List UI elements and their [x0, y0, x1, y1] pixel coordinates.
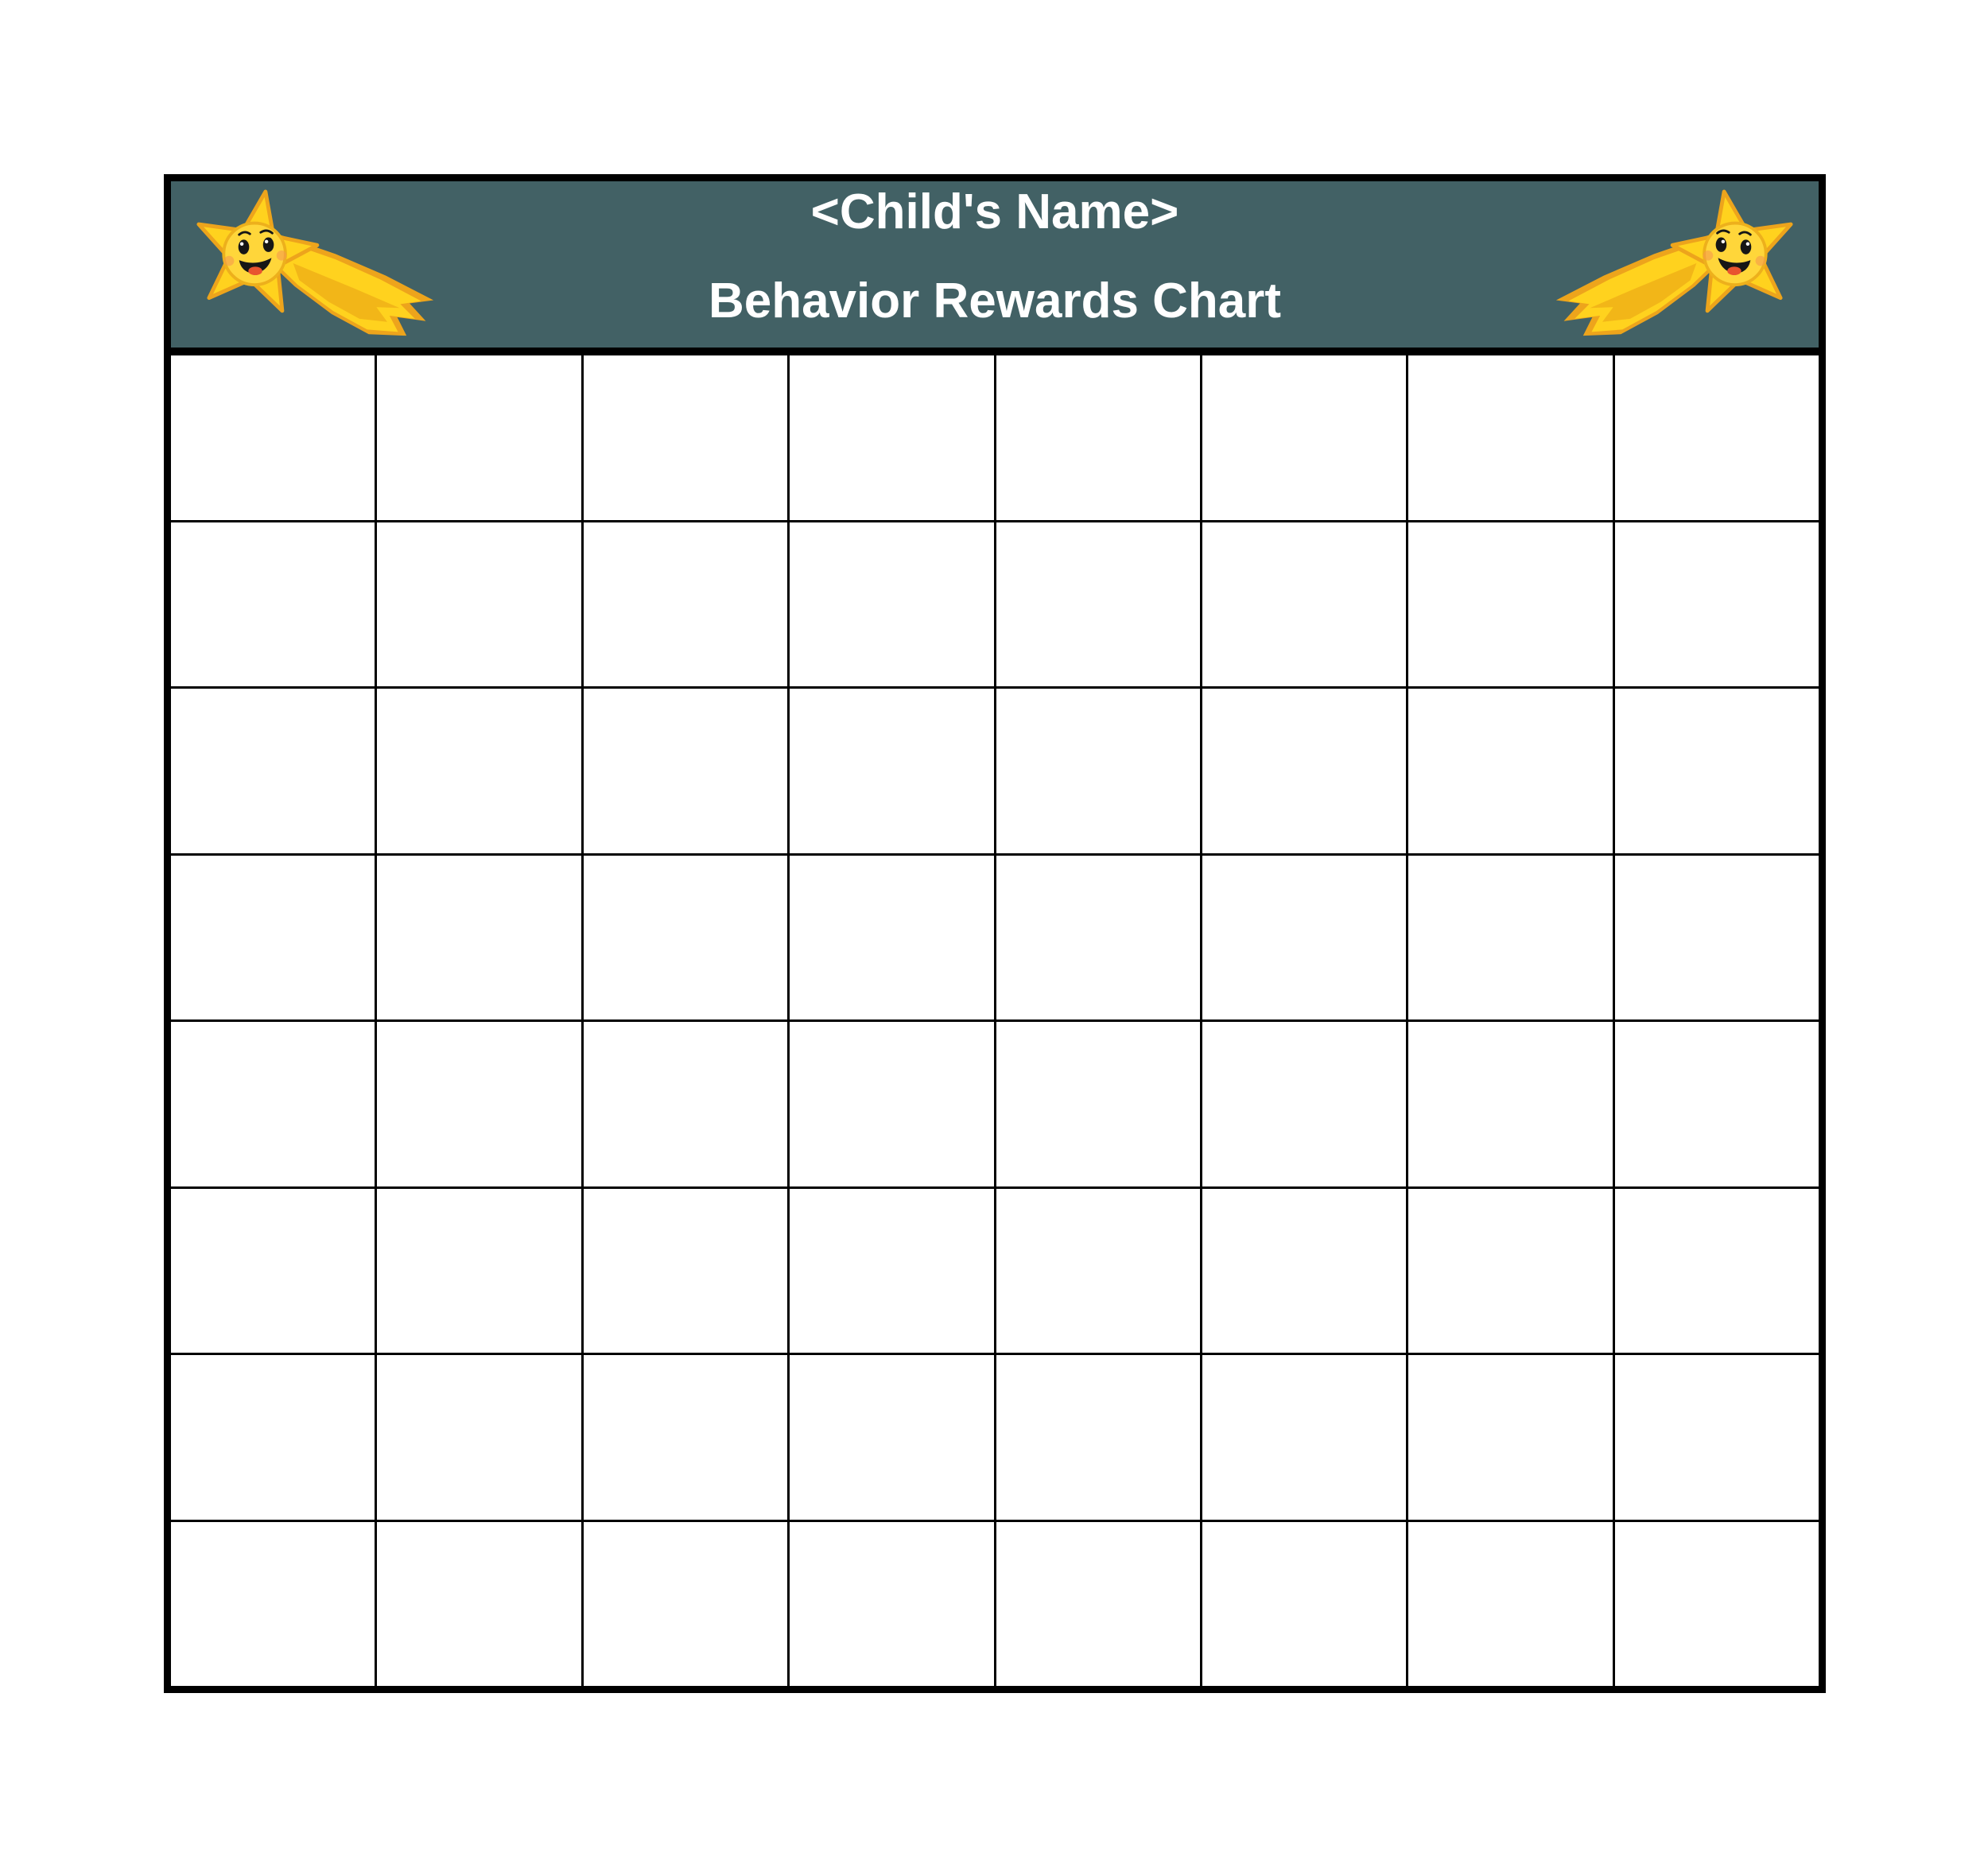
grid-cell[interactable]	[377, 856, 580, 1020]
grid-cell[interactable]	[1615, 1189, 1819, 1353]
grid-cell[interactable]	[996, 355, 1200, 520]
grid-cell[interactable]	[377, 522, 580, 687]
grid-cell[interactable]	[996, 1355, 1200, 1520]
grid-cell[interactable]	[584, 1355, 787, 1520]
grid-cell[interactable]	[171, 522, 375, 687]
grid-cell[interactable]	[584, 1022, 787, 1186]
grid-cell[interactable]	[790, 1355, 993, 1520]
grid-cell[interactable]	[1408, 689, 1612, 853]
grid-cell[interactable]	[1408, 355, 1612, 520]
grid-cell[interactable]	[790, 1189, 993, 1353]
grid-cell[interactable]	[377, 355, 580, 520]
grid-cell[interactable]	[996, 1522, 1200, 1687]
grid-cell[interactable]	[790, 355, 993, 520]
grid-cell[interactable]	[1202, 689, 1406, 853]
chart-header	[171, 181, 1819, 355]
shooting-star-icon	[1550, 186, 1812, 340]
shooting-star-icon	[177, 186, 440, 340]
grid-cell[interactable]	[584, 689, 787, 853]
grid-cell[interactable]	[996, 856, 1200, 1020]
grid-cell[interactable]	[1202, 355, 1406, 520]
grid-cell[interactable]	[1202, 522, 1406, 687]
grid-cell[interactable]	[584, 856, 787, 1020]
grid-cell[interactable]	[790, 689, 993, 853]
rewards-grid	[171, 355, 1819, 1686]
grid-cell[interactable]	[1408, 1522, 1612, 1687]
grid-cell[interactable]	[1615, 1522, 1819, 1687]
grid-cell[interactable]	[1202, 1522, 1406, 1687]
grid-cell[interactable]	[171, 1189, 375, 1353]
grid-cell[interactable]	[1615, 856, 1819, 1020]
grid-cell[interactable]	[790, 1022, 993, 1186]
grid-cell[interactable]	[584, 1189, 787, 1353]
grid-cell[interactable]	[171, 856, 375, 1020]
grid-cell[interactable]	[171, 689, 375, 853]
grid-cell[interactable]	[1202, 1189, 1406, 1353]
grid-cell[interactable]	[171, 1022, 375, 1186]
grid-cell[interactable]	[584, 1522, 787, 1687]
grid-cell[interactable]	[996, 689, 1200, 853]
grid-cell[interactable]	[377, 1022, 580, 1186]
child-name-title: <Child's Name>	[810, 184, 1179, 239]
grid-cell[interactable]	[1202, 856, 1406, 1020]
grid-cell[interactable]	[1408, 856, 1612, 1020]
grid-cell[interactable]	[1202, 1355, 1406, 1520]
grid-cell[interactable]	[1408, 1022, 1612, 1186]
grid-cell[interactable]	[1408, 1355, 1612, 1520]
grid-cell[interactable]	[1615, 689, 1819, 853]
grid-cell[interactable]	[171, 355, 375, 520]
grid-cell[interactable]	[171, 1522, 375, 1687]
chart-title: Behavior Rewards Chart	[708, 274, 1282, 328]
grid-cell[interactable]	[996, 1189, 1200, 1353]
grid-cell[interactable]	[377, 1355, 580, 1520]
grid-cell[interactable]	[790, 856, 993, 1020]
grid-cell[interactable]	[377, 1522, 580, 1687]
grid-cell[interactable]	[790, 522, 993, 687]
grid-cell[interactable]	[171, 1355, 375, 1520]
grid-cell[interactable]	[377, 1189, 580, 1353]
grid-cell[interactable]	[377, 689, 580, 853]
grid-cell[interactable]	[1615, 355, 1819, 520]
grid-cell[interactable]	[996, 1022, 1200, 1186]
grid-cell[interactable]	[1408, 1189, 1612, 1353]
grid-cell[interactable]	[584, 522, 787, 687]
grid-cell[interactable]	[790, 1522, 993, 1687]
grid-cell[interactable]	[584, 355, 787, 520]
grid-cell[interactable]	[1202, 1022, 1406, 1186]
grid-cell[interactable]	[1615, 1022, 1819, 1186]
grid-cell[interactable]	[996, 522, 1200, 687]
behavior-rewards-chart	[164, 174, 1826, 1693]
grid-cell[interactable]	[1615, 522, 1819, 687]
grid-cell[interactable]	[1615, 1355, 1819, 1520]
grid-cell[interactable]	[1408, 522, 1612, 687]
